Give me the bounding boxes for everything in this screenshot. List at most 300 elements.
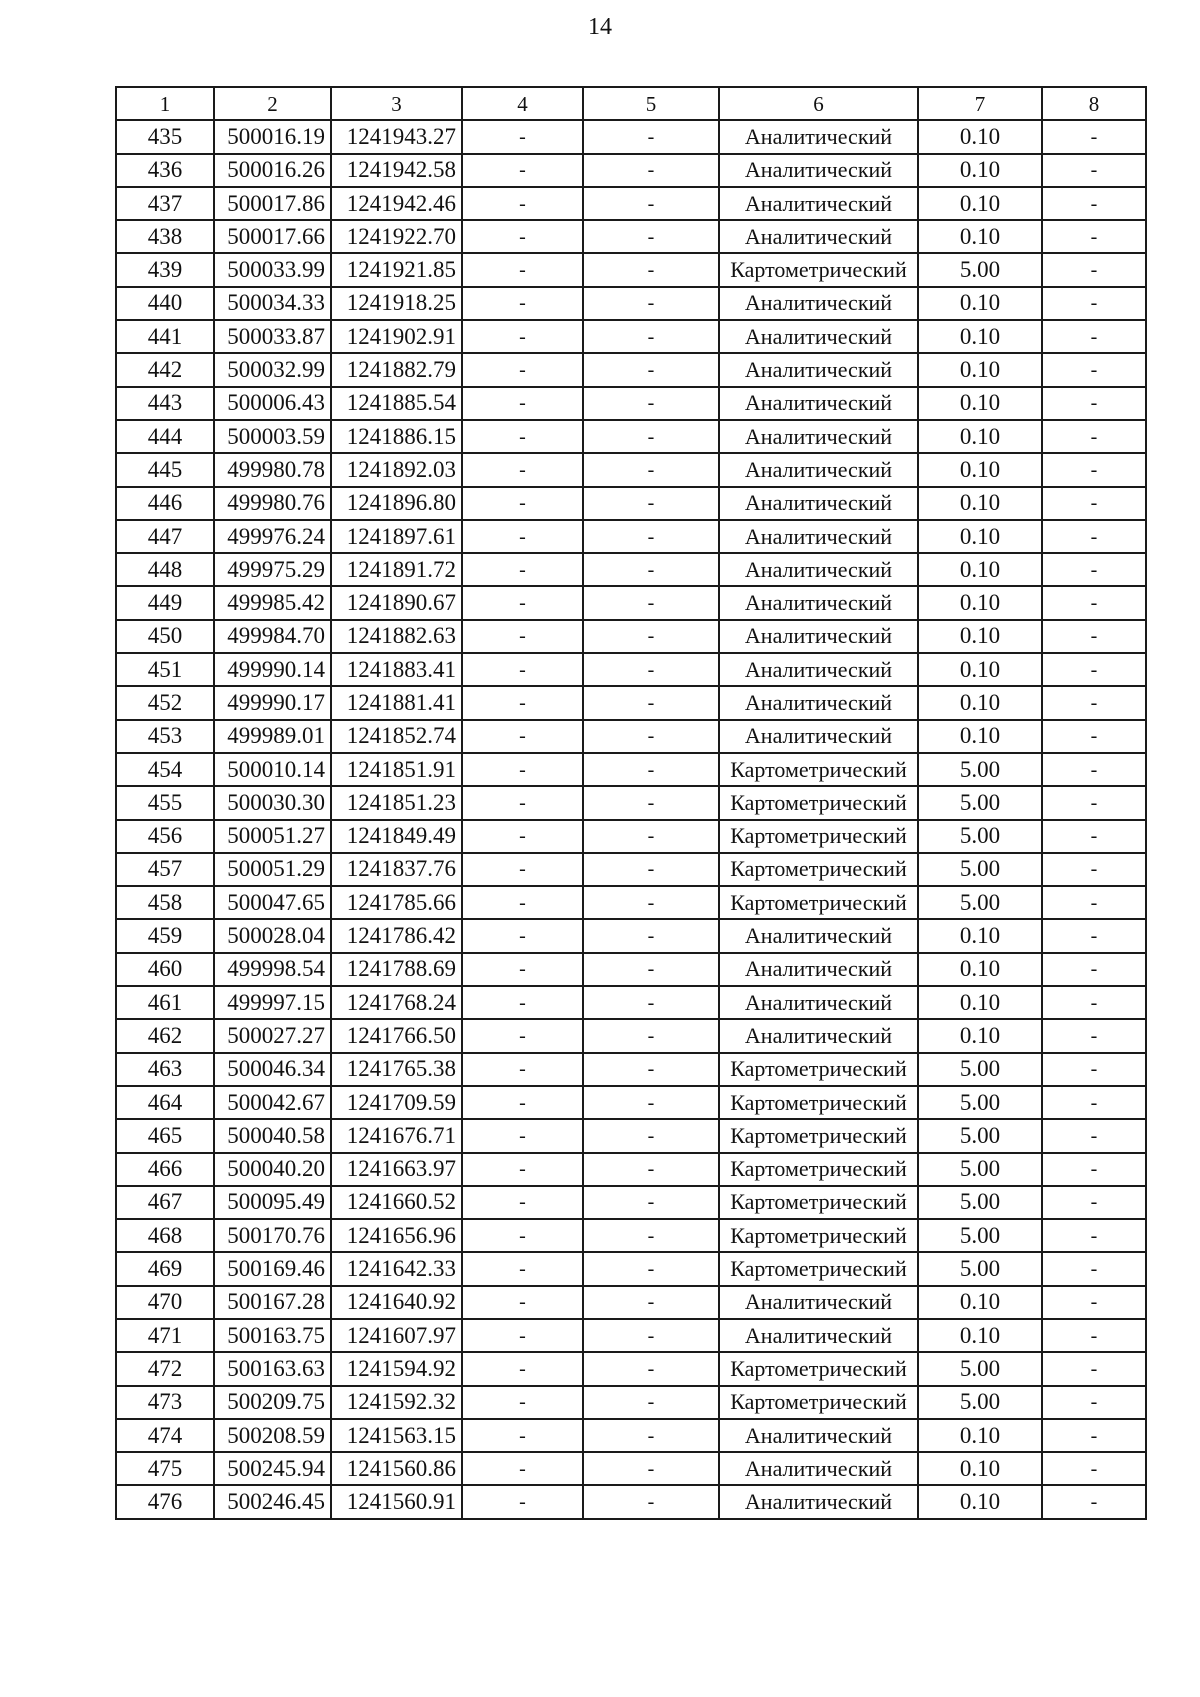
table-row [116,1286,1146,1319]
col4-cell: - [462,720,583,753]
col8-cell: - [1042,487,1146,520]
col8-cell: - [1042,720,1146,753]
point-number-cell: 457 [116,853,214,886]
col8-cell: - [1042,886,1146,919]
col5-cell: - [583,953,719,986]
accuracy-cell: 0.10 [918,1286,1042,1319]
method-cell: Картометрический [719,1153,918,1186]
point-number-cell: 460 [116,953,214,986]
col4-cell: - [462,1019,583,1052]
col8-cell: - [1042,420,1146,453]
col4-cell: - [462,753,583,786]
col4-cell: - [462,253,583,286]
y-coordinate-cell: 1241560.86 [331,1452,462,1485]
col4-cell: - [462,886,583,919]
method-cell: Картометрический [719,1352,918,1385]
col4-cell: - [462,520,583,553]
method-cell: Аналитический [719,986,918,1019]
accuracy-cell: 0.10 [918,653,1042,686]
col4-cell: - [462,1452,583,1485]
method-cell: Аналитический [719,1019,918,1052]
accuracy-cell: 0.10 [918,453,1042,486]
col4-cell: - [462,1153,583,1186]
col4-cell: - [462,620,583,653]
x-coordinate-cell: 499980.78 [214,453,331,486]
col4-cell: - [462,320,583,353]
point-number-cell: 450 [116,620,214,653]
col8-cell: - [1042,586,1146,619]
method-cell: Картометрический [719,1219,918,1252]
col4-cell: - [462,1319,583,1352]
col5-cell: - [583,1352,719,1385]
method-cell: Картометрический [719,1386,918,1419]
point-number-cell: 443 [116,387,214,420]
accuracy-cell: 0.10 [918,120,1042,153]
x-coordinate-cell: 499980.76 [214,487,331,520]
point-number-cell: 459 [116,919,214,952]
accuracy-cell: 5.00 [918,1219,1042,1252]
table-row [116,953,1146,986]
col5-cell: - [583,686,719,719]
accuracy-cell: 5.00 [918,1153,1042,1186]
col4-cell: - [462,653,583,686]
table-row [116,353,1146,386]
y-coordinate-cell: 1241891.72 [331,553,462,586]
x-coordinate-cell: 500167.28 [214,1286,331,1319]
table-row [116,653,1146,686]
x-coordinate-cell: 500208.59 [214,1419,331,1452]
col5-cell: - [583,586,719,619]
col5-cell: - [583,1186,719,1219]
col4-cell: - [462,187,583,220]
col5-cell: - [583,453,719,486]
col5-cell: - [583,1319,719,1352]
point-number-cell: 455 [116,786,214,819]
column-header-8: 8 [1042,87,1146,120]
col5-cell: - [583,1286,719,1319]
point-number-cell: 461 [116,986,214,1019]
accuracy-cell: 5.00 [918,786,1042,819]
accuracy-cell: 5.00 [918,1252,1042,1285]
x-coordinate-cell: 500040.58 [214,1119,331,1152]
method-cell: Картометрический [719,1186,918,1219]
table-row [116,520,1146,553]
x-coordinate-cell: 500034.33 [214,287,331,320]
method-cell: Аналитический [719,420,918,453]
column-header-2: 2 [214,87,331,120]
table-row [116,1019,1146,1052]
accuracy-cell: 0.10 [918,1419,1042,1452]
method-cell: Аналитический [719,187,918,220]
point-number-cell: 439 [116,253,214,286]
table-row [116,853,1146,886]
x-coordinate-cell: 500042.67 [214,1086,331,1119]
col4-cell: - [462,1419,583,1452]
point-number-cell: 446 [116,487,214,520]
accuracy-cell: 0.10 [918,720,1042,753]
col4-cell: - [462,1219,583,1252]
y-coordinate-cell: 1241922.70 [331,220,462,253]
accuracy-cell: 0.10 [918,1452,1042,1485]
y-coordinate-cell: 1241765.38 [331,1053,462,1086]
table-row [116,919,1146,952]
y-coordinate-cell: 1241785.66 [331,886,462,919]
y-coordinate-cell: 1241640.92 [331,1286,462,1319]
x-coordinate-cell: 500030.30 [214,786,331,819]
x-coordinate-cell: 500163.63 [214,1352,331,1385]
accuracy-cell: 0.10 [918,986,1042,1019]
y-coordinate-cell: 1241786.42 [331,919,462,952]
col4-cell: - [462,1485,583,1518]
table-row [116,553,1146,586]
table-row [116,886,1146,919]
table-row [116,753,1146,786]
accuracy-cell: 5.00 [918,253,1042,286]
col5-cell: - [583,986,719,1019]
accuracy-cell: 0.10 [918,387,1042,420]
col5-cell: - [583,154,719,187]
col5-cell: - [583,287,719,320]
y-coordinate-cell: 1241849.49 [331,820,462,853]
col8-cell: - [1042,1252,1146,1285]
y-coordinate-cell: 1241882.79 [331,353,462,386]
y-coordinate-cell: 1241642.33 [331,1252,462,1285]
method-cell: Аналитический [719,1452,918,1485]
point-number-cell: 444 [116,420,214,453]
column-header-1: 1 [116,87,214,120]
col8-cell: - [1042,154,1146,187]
accuracy-cell: 5.00 [918,853,1042,886]
x-coordinate-cell: 500040.20 [214,1153,331,1186]
accuracy-cell: 5.00 [918,1352,1042,1385]
y-coordinate-cell: 1241607.97 [331,1319,462,1352]
x-coordinate-cell: 500032.99 [214,353,331,386]
accuracy-cell: 0.10 [918,320,1042,353]
point-number-cell: 440 [116,287,214,320]
y-coordinate-cell: 1241921.85 [331,253,462,286]
col5-cell: - [583,1053,719,1086]
point-number-cell: 469 [116,1252,214,1285]
y-coordinate-cell: 1241851.91 [331,753,462,786]
col8-cell: - [1042,986,1146,1019]
col8-cell: - [1042,1319,1146,1352]
method-cell: Аналитический [719,387,918,420]
col5-cell: - [583,320,719,353]
table-row [116,720,1146,753]
method-cell: Аналитический [719,1419,918,1452]
col5-cell: - [583,187,719,220]
col8-cell: - [1042,220,1146,253]
col8-cell: - [1042,287,1146,320]
point-number-cell: 475 [116,1452,214,1485]
y-coordinate-cell: 1241851.23 [331,786,462,819]
method-cell: Картометрический [719,1086,918,1119]
col4-cell: - [462,1252,583,1285]
y-coordinate-cell: 1241885.54 [331,387,462,420]
col5-cell: - [583,1252,719,1285]
x-coordinate-cell: 500010.14 [214,753,331,786]
col8-cell: - [1042,1352,1146,1385]
x-coordinate-cell: 500016.26 [214,154,331,187]
method-cell: Картометрический [719,753,918,786]
point-number-cell: 449 [116,586,214,619]
method-cell: Картометрический [719,886,918,919]
accuracy-cell: 0.10 [918,487,1042,520]
accuracy-cell: 0.10 [918,686,1042,719]
col8-cell: - [1042,520,1146,553]
accuracy-cell: 5.00 [918,1186,1042,1219]
column-header-5: 5 [583,87,719,120]
col8-cell: - [1042,953,1146,986]
x-coordinate-cell: 500028.04 [214,919,331,952]
y-coordinate-cell: 1241942.46 [331,187,462,220]
col5-cell: - [583,220,719,253]
col4-cell: - [462,686,583,719]
y-coordinate-cell: 1241896.80 [331,487,462,520]
table-row [116,586,1146,619]
x-coordinate-cell: 500170.76 [214,1219,331,1252]
col5-cell: - [583,753,719,786]
col5-cell: - [583,786,719,819]
table-row [116,1319,1146,1352]
point-number-cell: 470 [116,1286,214,1319]
col4-cell: - [462,1286,583,1319]
point-number-cell: 476 [116,1485,214,1518]
col8-cell: - [1042,1019,1146,1052]
col8-cell: - [1042,1452,1146,1485]
col8-cell: - [1042,786,1146,819]
col5-cell: - [583,520,719,553]
method-cell: Аналитический [719,353,918,386]
x-coordinate-cell: 500006.43 [214,387,331,420]
col4-cell: - [462,919,583,952]
col4-cell: - [462,1186,583,1219]
table-header-row [116,87,1146,120]
col5-cell: - [583,1153,719,1186]
col8-cell: - [1042,187,1146,220]
col4-cell: - [462,586,583,619]
x-coordinate-cell: 500003.59 [214,420,331,453]
point-number-cell: 454 [116,753,214,786]
accuracy-cell: 5.00 [918,1053,1042,1086]
method-cell: Аналитический [719,120,918,153]
accuracy-cell: 0.10 [918,220,1042,253]
y-coordinate-cell: 1241563.15 [331,1419,462,1452]
point-number-cell: 452 [116,686,214,719]
col5-cell: - [583,720,719,753]
y-coordinate-cell: 1241918.25 [331,287,462,320]
point-number-cell: 474 [116,1419,214,1452]
col4-cell: - [462,786,583,819]
col8-cell: - [1042,653,1146,686]
page-number: 14 [588,14,612,40]
y-coordinate-cell: 1241837.76 [331,853,462,886]
accuracy-cell: 0.10 [918,287,1042,320]
y-coordinate-cell: 1241852.74 [331,720,462,753]
x-coordinate-cell: 500051.29 [214,853,331,886]
col4-cell: - [462,420,583,453]
col8-cell: - [1042,1153,1146,1186]
col4-cell: - [462,553,583,586]
table-row [116,820,1146,853]
method-cell: Картометрический [719,853,918,886]
table-row [116,1086,1146,1119]
method-cell: Аналитический [719,586,918,619]
y-coordinate-cell: 1241766.50 [331,1019,462,1052]
x-coordinate-cell: 499976.24 [214,520,331,553]
method-cell: Аналитический [719,1485,918,1518]
x-coordinate-cell: 500163.75 [214,1319,331,1352]
col4-cell: - [462,287,583,320]
col8-cell: - [1042,1086,1146,1119]
y-coordinate-cell: 1241676.71 [331,1119,462,1152]
col4-cell: - [462,387,583,420]
col8-cell: - [1042,753,1146,786]
x-coordinate-cell: 499984.70 [214,620,331,653]
column-header-6: 6 [719,87,918,120]
point-number-cell: 442 [116,353,214,386]
col4-cell: - [462,1352,583,1385]
col4-cell: - [462,1119,583,1152]
point-number-cell: 464 [116,1086,214,1119]
accuracy-cell: 0.10 [918,553,1042,586]
col5-cell: - [583,1219,719,1252]
accuracy-cell: 0.10 [918,520,1042,553]
col5-cell: - [583,853,719,886]
y-coordinate-cell: 1241892.03 [331,453,462,486]
x-coordinate-cell: 499975.29 [214,553,331,586]
point-number-cell: 472 [116,1352,214,1385]
col8-cell: - [1042,1286,1146,1319]
column-header-4: 4 [462,87,583,120]
table-row [116,487,1146,520]
col8-cell: - [1042,453,1146,486]
table-row [116,453,1146,486]
point-number-cell: 435 [116,120,214,153]
x-coordinate-cell: 499998.54 [214,953,331,986]
table-row [116,120,1146,153]
accuracy-cell: 0.10 [918,187,1042,220]
table-row [116,1219,1146,1252]
col4-cell: - [462,953,583,986]
col5-cell: - [583,886,719,919]
col5-cell: - [583,1019,719,1052]
x-coordinate-cell: 499989.01 [214,720,331,753]
y-coordinate-cell: 1241942.58 [331,154,462,187]
table-row [116,1452,1146,1485]
method-cell: Аналитический [719,520,918,553]
y-coordinate-cell: 1241883.41 [331,653,462,686]
point-number-cell: 438 [116,220,214,253]
col4-cell: - [462,154,583,187]
col5-cell: - [583,1419,719,1452]
point-number-cell: 436 [116,154,214,187]
col5-cell: - [583,820,719,853]
x-coordinate-cell: 500017.86 [214,187,331,220]
method-cell: Аналитический [719,720,918,753]
accuracy-cell: 0.10 [918,1019,1042,1052]
table-row [116,220,1146,253]
point-number-cell: 462 [116,1019,214,1052]
method-cell: Картометрический [719,820,918,853]
accuracy-cell: 5.00 [918,753,1042,786]
y-coordinate-cell: 1241656.96 [331,1219,462,1252]
y-coordinate-cell: 1241881.41 [331,686,462,719]
y-coordinate-cell: 1241882.63 [331,620,462,653]
col5-cell: - [583,253,719,286]
col5-cell: - [583,1086,719,1119]
col4-cell: - [462,453,583,486]
y-coordinate-cell: 1241663.97 [331,1153,462,1186]
accuracy-cell: 0.10 [918,1319,1042,1352]
y-coordinate-cell: 1241709.59 [331,1086,462,1119]
accuracy-cell: 0.10 [918,353,1042,386]
x-coordinate-cell: 500051.27 [214,820,331,853]
col8-cell: - [1042,1186,1146,1219]
x-coordinate-cell: 500033.87 [214,320,331,353]
x-coordinate-cell: 500095.49 [214,1186,331,1219]
accuracy-cell: 0.10 [918,154,1042,187]
point-number-cell: 445 [116,453,214,486]
y-coordinate-cell: 1241788.69 [331,953,462,986]
point-number-cell: 458 [116,886,214,919]
point-number-cell: 453 [116,720,214,753]
y-coordinate-cell: 1241890.67 [331,586,462,619]
col4-cell: - [462,986,583,1019]
x-coordinate-cell: 500047.65 [214,886,331,919]
table-row [116,187,1146,220]
method-cell: Картометрический [719,1119,918,1152]
accuracy-cell: 5.00 [918,1119,1042,1152]
table-row [116,1419,1146,1452]
point-number-cell: 465 [116,1119,214,1152]
col5-cell: - [583,1386,719,1419]
col8-cell: - [1042,120,1146,153]
method-cell: Аналитический [719,686,918,719]
x-coordinate-cell: 500209.75 [214,1386,331,1419]
table-row [116,320,1146,353]
point-number-cell: 473 [116,1386,214,1419]
x-coordinate-cell: 500017.66 [214,220,331,253]
col5-cell: - [583,620,719,653]
col4-cell: - [462,353,583,386]
col8-cell: - [1042,387,1146,420]
method-cell: Аналитический [719,553,918,586]
point-number-cell: 456 [116,820,214,853]
method-cell: Картометрический [719,253,918,286]
col5-cell: - [583,1119,719,1152]
y-coordinate-cell: 1241897.61 [331,520,462,553]
accuracy-cell: 0.10 [918,620,1042,653]
accuracy-cell: 0.10 [918,586,1042,619]
point-number-cell: 437 [116,187,214,220]
col4-cell: - [462,1086,583,1119]
method-cell: Аналитический [719,453,918,486]
col8-cell: - [1042,320,1146,353]
x-coordinate-cell: 500245.94 [214,1452,331,1485]
y-coordinate-cell: 1241768.24 [331,986,462,1019]
table-row [116,986,1146,1019]
col8-cell: - [1042,620,1146,653]
point-number-cell: 451 [116,653,214,686]
col8-cell: - [1042,853,1146,886]
accuracy-cell: 5.00 [918,1386,1042,1419]
table-row [116,686,1146,719]
col5-cell: - [583,553,719,586]
x-coordinate-cell: 500246.45 [214,1485,331,1518]
accuracy-cell: 5.00 [918,820,1042,853]
point-number-cell: 441 [116,320,214,353]
